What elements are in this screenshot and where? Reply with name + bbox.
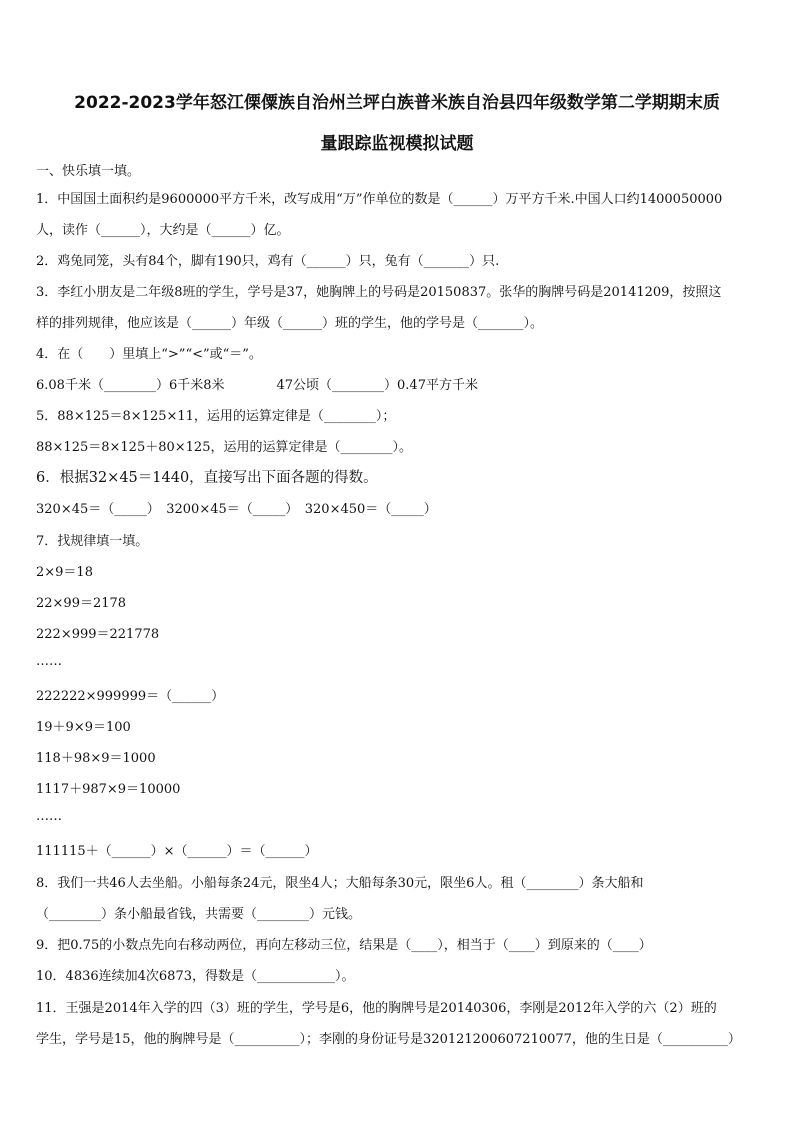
exam-title-line-2: 量跟踪监视模拟试题 <box>320 134 474 154</box>
question-1-line-1: 1．中国国土面积约是9600000平方千米，改写成用“万”作单位的数是（______）万平方千米.中国人口约1400050000 <box>36 192 723 207</box>
question-9: 9．把0.75的小数点先向右移动两位，再向左移动三位，结果是（____），相当于（____）到原来的（____） <box>36 938 652 953</box>
pattern-b-answer: 111115＋（______）×（______）＝（______） <box>36 844 318 859</box>
question-2: 2．鸡兔同笼，头有84个，脚有190只，鸡有（______）只，兔有（_______）只. <box>36 254 500 269</box>
pattern-a-row-1: 2×9＝18 <box>36 565 93 580</box>
exam-title-line-1: 2022-2023学年怒江傈僳族自治州兰坪白族普米族自治县四年级数学第二学期期末质 <box>74 93 720 113</box>
question-10: 10．4836连续加4次6873，得数是（____________）。 <box>36 969 355 984</box>
question-6: 6．根据32×45＝1440，直接写出下面各题的得数。 <box>36 470 378 486</box>
question-1-line-2: 人，读作（______），大约是（______）亿。 <box>36 223 290 238</box>
pattern-b-row-3: 1117＋987×9＝10000 <box>36 782 181 797</box>
question-4-items: 6.08千米（________）6千米8米 47公顷（________）0.47平方千米 <box>36 378 478 393</box>
pattern-a-row-2: 22×99＝2178 <box>36 596 127 611</box>
question-3-line-2: 样的排列规律，他应该是（______）年级（______）班的学生，他的学号是（_______）。 <box>36 316 544 331</box>
pattern-a-row-3: 222×999＝221778 <box>36 627 160 642</box>
question-3-line-1: 3．李红小朋友是二年级8班的学生，学号是37，她胸牌上的号码是20150837。张华的胸牌号码是20141209，按照这 <box>36 285 722 300</box>
question-5-line-1: 5．88×125＝8×125×11，运用的运算定律是（________）； <box>36 409 396 424</box>
question-6-items: 320×45＝（_____） 3200×45＝（_____） 320×450＝（_____） <box>36 502 437 517</box>
question-11-line-1: 11．王强是2014年入学的四（3）班的学生，学号是6，他的胸牌号是20140306，李刚是2012年入学的六（2）班的 <box>36 1001 717 1016</box>
pattern-b-row-1: 19＋9×9＝100 <box>36 720 131 735</box>
question-8-line-1: 8．我们一共46人去坐船。小船每条24元，限坐4人；大船每条30元，限坐6人。租（________）条大船和 <box>36 876 644 891</box>
question-8-line-2: （________）条小船最省钱，共需要（________）元钱。 <box>36 907 362 922</box>
question-7: 7．找规律填一填。 <box>36 534 149 549</box>
pattern-a-answer: 222222×999999＝（______） <box>36 689 225 704</box>
pattern-b-row-2: 118＋98×9＝1000 <box>36 751 156 766</box>
question-11-line-2: 学生，学号是15，他的胸牌号是（__________）；李刚的身份证号是320121200607210077，他的生日是（__________） <box>36 1032 741 1047</box>
section-heading: 一、快乐填一填。 <box>36 164 141 179</box>
pattern-b-ellipsis: …… <box>36 809 62 824</box>
pattern-a-ellipsis: …… <box>36 654 62 669</box>
question-4: 4．在（ ）里填上“>”“<”或“＝”。 <box>36 347 262 362</box>
question-5-line-2: 88×125＝8×125＋80×125，运用的运算定律是（________）。 <box>36 440 412 455</box>
